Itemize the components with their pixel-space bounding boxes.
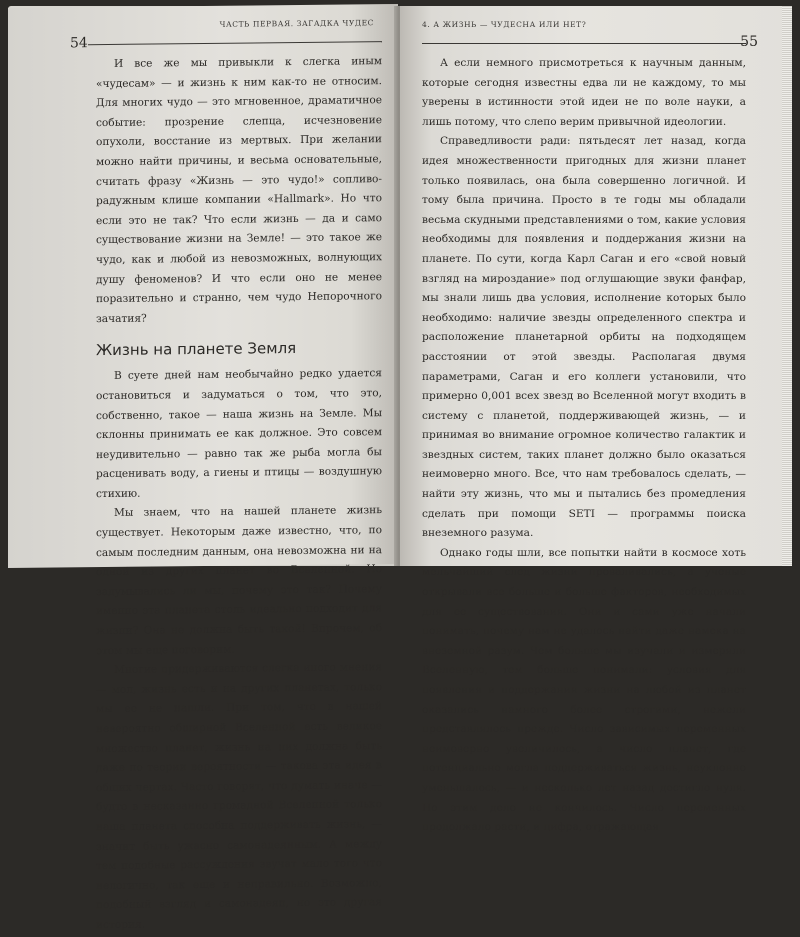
page-number-right: 55: [740, 34, 758, 50]
paragraph: Мы знаем, что на нашей планете жизнь существует. Некоторым даже известно, что, по самым последним данным, она невозможна ни на одной из других планет во Вселенной. Но задумывались ли мы, почему это так? Почему именно эта планета столь идеально подходит для жизни? Она не должна быть такой! Впрочем, об этом мы еще поговорим.: [96, 504, 382, 657]
left-page: [8, 4, 398, 932]
right-page-text: [422, 54, 746, 838]
open-book: [8, 6, 792, 932]
page-number-left: 54: [70, 35, 88, 52]
running-head-left: ЧАСТЬ ПЕРВАЯ. ЗАГАДКА ЧУДЕС: [219, 18, 374, 29]
left-page-text: [96, 52, 382, 936]
paragraph: Справедливости ради: пятьдесят лет назад, когда идея множественности пригодных для жизни планет только появилась, она была совершенно логичной. И тому была причина. Просто в те годы мы обладали весьма скудными представлениями о том, какие условия необходимы для появления и поддержания жизни на планете. По сути, когда Карл Саган и его «свой новый взгляд на мироздание» под оглушающие звуки фанфар, мы знали лишь два условия, исполнение которых было необходимо: наличие звезды определенного спектра и расположение планетарной орбиты на подходящем расстоянии от этой звезды. Располагая двумя параметрами, Саган и его коллеги установили, что примерно 0,001 всех звезд во Вселенной могут входить в систему с планетой, поддерживающей жизнь, — и принимая во внимание огромное количество галактик и звездных систем, таких планет должно было оказаться неимоверно много. Все, что нам требовалось сделать, — найти эту жизнь, что мы и пытались без промедления сделать при помощи SETI — программы поиска внеземного разума.: [422, 135, 746, 540]
paragraph: В суете дней нам необычайно редко удается остановиться и задуматься о том, что это, собственно, такое — наша жизнь на Земле. Мы склонны принимать ее как должное. Это совсем неудивительно — равно так же рыба могла бы расценивать воду, а гиены и птицы — воздушную стихию.: [96, 367, 382, 500]
paragraph: И все же мы привыкли к слегка иным «чудесам» — и жизнь к ним как-то не относим. Для многих чудо — это мгновенное, драматичное событие: прозрение слепца, исчезновение опухоли, восстание из мертвых. При желании можно найти причины, и весьма основательные, считать фразу «Жизнь — это чудо!» сопливо-радужным клише компании «Hallmark». Но что если это не так? Что если жизнь — да и само существование жизни на Земле! — это такое же чудо, как и любой из невозможных, волнующих душу феноменов? И что если оно не менее поразительно и странно, чем чудо Непорочного зачатия?: [96, 55, 382, 325]
section-heading: Жизнь на планете Земля: [96, 339, 297, 360]
paragraph: Многие придерживаются слегка иного мнения — мол, жизнь есть и на других планетах, только мы ее не нашли. При том, что в нашей невероятно обширной Вселенной есть великое множество планет, жизнь на них должна быть даже по теории вероятности — такова эта идея в общих чертах. Часто говорят, что думать иначе — будто в несказанно громадной Вселенной только наша планета способна поддерживать жизнь, — значит быть ужасно самонадеянным. А между тем подобные рассуждения звучат мало того что нелогично, так еще и неправильно. Возможно, подобный взгляд и самонадеян, но это другая история.: [96, 661, 382, 932]
right-page: [400, 6, 792, 834]
page-edges: [782, 6, 792, 566]
paragraph: А если немного присмотреться к научным данным, которые сегодня известны едва ли не каждому, то мы уверены в истинности этой идеи не по воле науки, а лишь потому, что слепо верим привычной идеологии.: [422, 57, 746, 128]
header-rule-right: [422, 43, 746, 44]
paragraph: Однако годы шли, все попытки найти в космосе хоть мельчайший след жизни проваливались, а ученые открывали все больше и больше факторов, необходимых для ее существования. Они и сами уже начали понимать, почему нам не удалось найти даже намека на внеземной разум. Чем больше мы изучали и измеряли Вселенную, тем больше понимали: условия для появления и поддержания жизни на любой из планет оказались намного более строгими, нежели представлялось прежде. Число зависимых переменных неимоверно увеличилось, а число планет, где потенциально могла поддерживаться жизнь, неуклонно уменьшалось, — и несколько лет назад достигло нуля. Но этим дело не кончилось. Число переменных продолжало расти, и цифра, отражающая: [422, 546, 746, 834]
header-rule-left: [88, 41, 382, 45]
running-head-right: 4. А ЖИЗНЬ — ЧУДЕСНА ИЛИ НЕТ?: [422, 20, 587, 29]
